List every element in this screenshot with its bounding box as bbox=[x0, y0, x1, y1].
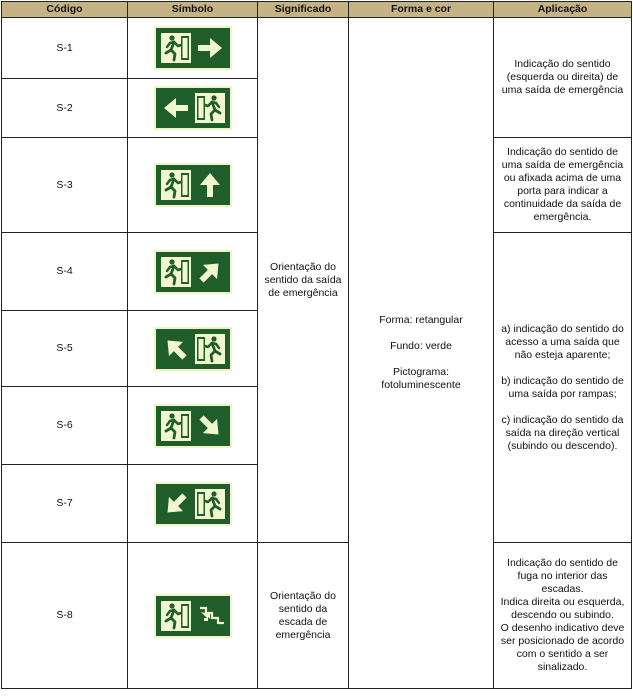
person-left-arrow-up-icon bbox=[154, 163, 232, 207]
table-row bbox=[2, 543, 632, 689]
application-s4-s7 bbox=[494, 233, 632, 543]
person-left-stairs-down-icon bbox=[154, 594, 232, 638]
application-s3: Indicação do sentido de uma saída de emergência ou afixada acima de uma porta para indicar a continuidade da saída de emergência. bbox=[494, 138, 632, 233]
form-background: Fundo: verde bbox=[390, 340, 452, 352]
meaning-stairs-cell: Orientação do sentido da escada de emergência bbox=[258, 543, 349, 689]
signage-table bbox=[1, 1, 632, 689]
symbol-cell bbox=[128, 233, 258, 311]
form-cell bbox=[349, 18, 494, 689]
application-s8-line-3: O desenho indicativo deve ser posicionado de acordo com o sentido a ser sinalizado. bbox=[500, 622, 625, 673]
code-cell: S-1 bbox=[2, 18, 128, 79]
form-pictogram: Pictograma: fotoluminescente bbox=[381, 366, 461, 391]
header-row bbox=[2, 2, 632, 18]
arrow-up-left-person-right-icon bbox=[154, 327, 232, 371]
person-left-arrow-up-right-icon bbox=[154, 250, 232, 294]
application-item-a: a) indicação do sentido do acesso a uma saída que não esteja aparente; bbox=[501, 322, 624, 361]
arrow-down-left-person-right-icon bbox=[154, 482, 232, 526]
code-cell: S-6 bbox=[2, 387, 128, 465]
table-row bbox=[2, 18, 632, 79]
header-application: Aplicação bbox=[494, 2, 632, 18]
application-s8-line-1: Indicação do sentido de fuga no interior das escadas. bbox=[507, 557, 618, 595]
code-cell: S-3 bbox=[2, 138, 128, 233]
person-left-arrow-right-icon bbox=[154, 26, 232, 70]
symbol-cell bbox=[128, 465, 258, 543]
application-s8 bbox=[494, 543, 632, 689]
code-cell: S-4 bbox=[2, 233, 128, 311]
symbol-cell bbox=[128, 543, 258, 689]
header-code: Código bbox=[2, 2, 128, 18]
header-symbol: Símbolo bbox=[128, 2, 258, 18]
form-shape: Forma: retangular bbox=[379, 314, 463, 326]
symbol-cell bbox=[128, 138, 258, 233]
symbol-cell bbox=[128, 18, 258, 79]
application-s8-line-2: Indica direita ou esquerda, descendo ou subindo. bbox=[500, 596, 625, 621]
code-cell: S-5 bbox=[2, 311, 128, 387]
application-s1-s2: Indicação do sentido (esquerda ou direita) de uma saída de emergência bbox=[494, 18, 632, 138]
arrow-left-person-right-icon bbox=[154, 86, 232, 130]
code-cell: S-2 bbox=[2, 79, 128, 138]
application-item-b: b) indicação do sentido de uma saída por rampas; bbox=[501, 374, 624, 400]
application-item-c: c) indicação do sentido da saída na direção vertical (subindo ou descendo). bbox=[501, 413, 624, 452]
symbol-cell bbox=[128, 311, 258, 387]
symbol-cell bbox=[128, 387, 258, 465]
header-meaning: Significado bbox=[258, 2, 349, 18]
meaning-exit-cell: Orientação do sentido da saída de emergência bbox=[258, 18, 349, 543]
person-left-arrow-down-right-icon bbox=[154, 404, 232, 448]
header-form: Forma e cor bbox=[349, 2, 494, 18]
code-cell: S-7 bbox=[2, 465, 128, 543]
code-cell: S-8 bbox=[2, 543, 128, 689]
symbol-cell bbox=[128, 79, 258, 138]
